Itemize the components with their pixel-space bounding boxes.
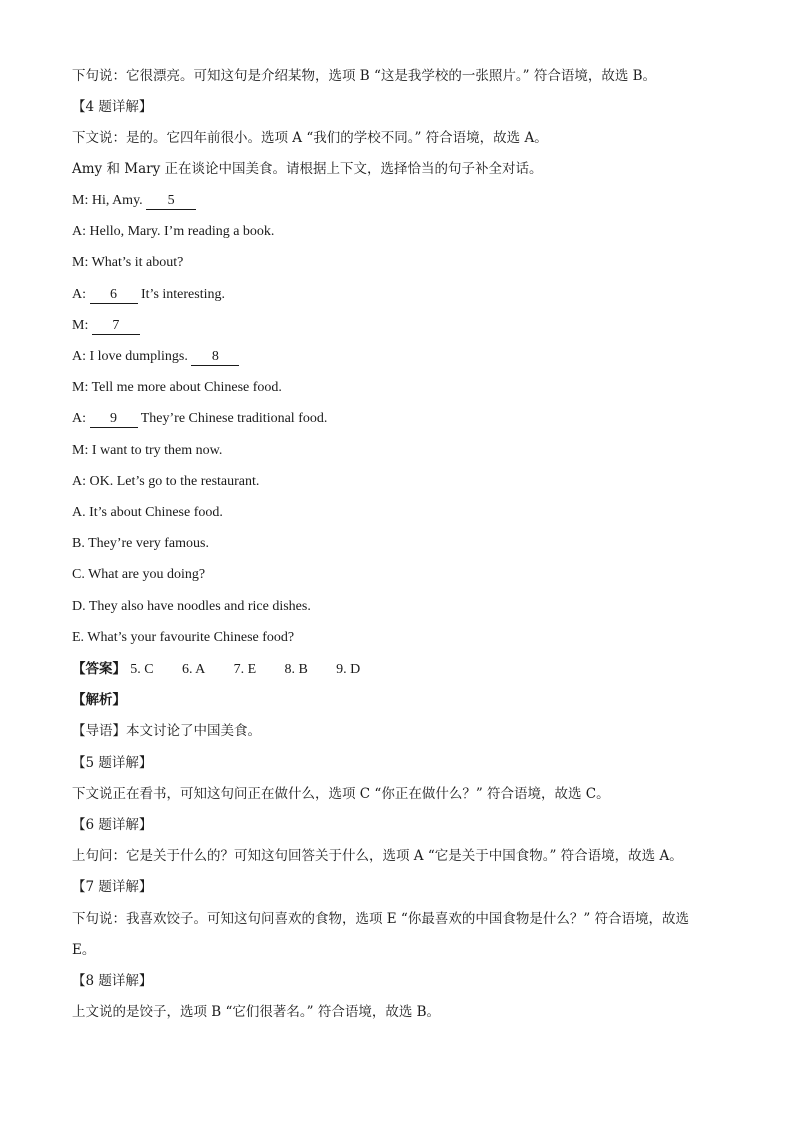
- dialogue-line-7: M: Tell me more about Chinese food.: [72, 380, 282, 395]
- q5-detail-title: 【5 题详解】: [72, 755, 153, 771]
- q6-detail-text: 上句问：它是关于什么的？可知这句回答关于什么，选项 A “它是关于中国食物。” 符合语境，故选 A。: [72, 848, 683, 864]
- q7-detail-text: 下句说：我喜欢饺子。可知这句问喜欢的食物，选项 E “你最喜欢的中国食物是什么？” 符合语境，故选: [72, 911, 690, 927]
- blank-7: 7: [92, 318, 140, 335]
- answer-label: 【答案】: [72, 661, 126, 677]
- analysis-label: 【解析】: [72, 692, 126, 708]
- q4-detail-title: 【4 题详解】: [72, 99, 153, 115]
- blank-9: 9: [90, 411, 138, 428]
- dialogue-line-1: M: Hi, Amy. 5: [72, 191, 724, 211]
- option-b: B. They’re very famous.: [72, 536, 209, 551]
- blank-8: 8: [191, 349, 239, 366]
- q8-detail-title: 【8 题详解】: [72, 973, 153, 989]
- dialogue-line-2: A: Hello, Mary. I’m reading a book.: [72, 224, 275, 239]
- blank-6: 6: [90, 287, 138, 304]
- option-c: C. What are you doing?: [72, 567, 206, 582]
- section-instruction: Amy 和 Mary 正在谈论中国美食。请根据上下文，选择恰当的句子补全对话。: [72, 161, 543, 177]
- q5-detail-text: 下文说正在看书，可知这句问正在做什么，选项 C “你正在做什么？” 符合语境，故选 C。: [72, 786, 610, 802]
- answer-item: 9. D: [336, 662, 361, 677]
- option-e: E. What’s your favourite Chinese food?: [72, 630, 295, 645]
- dialogue-line-4: A: 6 It’s interesting.: [72, 287, 225, 302]
- blank-5: 5: [146, 193, 196, 210]
- dialogue-line-10: A: OK. Let’s go to the restaurant.: [72, 474, 260, 489]
- option-a: A. It’s about Chinese food.: [72, 505, 223, 520]
- dialogue-line-8: A: 9 They’re Chinese traditional food.: [72, 411, 328, 426]
- dialogue-line-3: M: What’s it about?: [72, 255, 184, 270]
- explanation-q3-text: 下句说：它很漂亮。可知这句是介绍某物，选项 B “这是我学校的一张照片。” 符合语境，故选 B。: [72, 68, 657, 84]
- q6-detail-title: 【6 题详解】: [72, 817, 153, 833]
- dialogue-line-5: M: 7: [72, 316, 724, 336]
- answer-key: [72, 659, 724, 680]
- dialogue-line-6: A: I love dumplings. 8: [72, 347, 724, 367]
- q8-detail-text: 上文说的是饺子，选项 B “它们很著名。” 符合语境，故选 B。: [72, 1004, 441, 1020]
- answer-item: 6. A: [181, 662, 206, 677]
- answer-item: 7. E: [233, 662, 257, 677]
- q7-detail-text-continued: E。: [72, 942, 96, 958]
- option-d: D. They also have noodles and rice dishes.: [72, 599, 311, 614]
- answer-item: 5. C: [130, 662, 154, 677]
- answer-item: 8. B: [284, 662, 308, 677]
- guide-text: 【导语】本文讨论了中国美食。: [72, 723, 261, 739]
- dialogue-line-9: M: I want to try them now.: [72, 443, 223, 458]
- explanation-q4-text: 下文说：是的。它四年前很小。选项 A “我们的学校不同。” 符合语境，故选 A。: [72, 130, 548, 146]
- q7-detail-title: 【7 题详解】: [72, 879, 153, 895]
